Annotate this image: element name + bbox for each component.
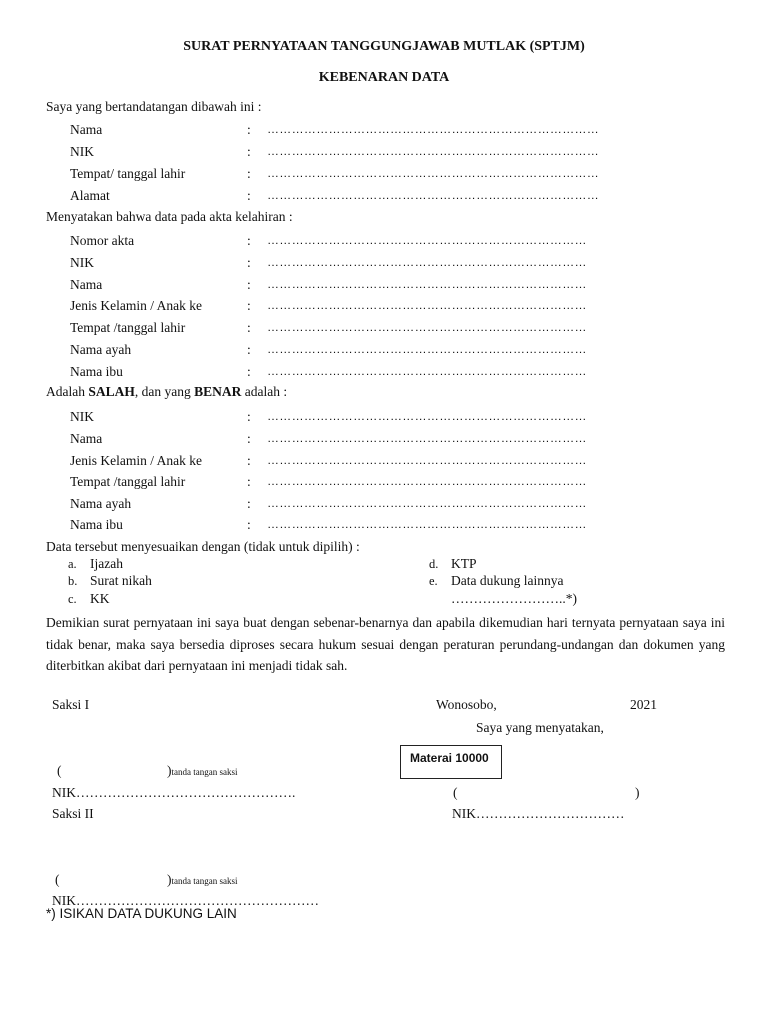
field-label: Jenis Kelamin / Anak ke [70, 298, 202, 313]
field-blank: ……………………………………………………………………… [267, 166, 600, 180]
witness2-paren-open: ( [55, 872, 60, 887]
supporting-option [429, 573, 563, 589]
field-blank: ……………………………………………………………………… [267, 144, 600, 158]
field-row [0, 453, 768, 473]
option-text: Data dukung lainnya [451, 573, 564, 588]
field-blank: …………………………………………………………………… [267, 431, 587, 445]
witness1-label: Saksi I [52, 697, 90, 712]
paren-close: ) [167, 872, 172, 887]
field-blank: …………………………………………………………………… [267, 342, 587, 356]
field-row [0, 342, 768, 362]
field-label: Nama [70, 122, 103, 137]
declarer-nik: NIK…………………………… [452, 806, 625, 821]
declarer-paren-open: ( [453, 785, 458, 800]
option-text: KK [90, 591, 110, 606]
field-separator: : [247, 255, 251, 270]
field-separator: : [247, 233, 251, 248]
witness1-paren-open: ( [57, 763, 62, 778]
witness-sign-caption: tanda tangan saksi [171, 876, 238, 886]
salah-emphasis: SALAH [88, 384, 135, 399]
field-separator: : [247, 517, 251, 532]
section2-intro: Menyatakan bahwa data pada akta kelahiran : [46, 209, 293, 224]
witness2-nik: NIK……………………………………………… [52, 893, 319, 908]
field-blank: …………………………………………………………………… [267, 277, 587, 291]
footnote: *) ISIKAN DATA DUKUNG LAIN [46, 906, 237, 921]
statement-paragraph: Demikian surat pernyataan ini saya buat dengan sebenar-benarnya dan apabila dikemudian hari ternyata pernyataan saya ini tidak benar, maka saya bersedia diproses secara hukum sesuai dengan peraturan perundang-undangan dan dokumen yang diterbitkan akibat dari pernyataan ini menjadi tidak sah. [46, 615, 725, 673]
field-label: Nama ayah [70, 342, 132, 357]
document-title: SURAT PERNYATAAN TANGGUNGJAWAB MUTLAK (SPTJM) [183, 39, 585, 54]
field-row [0, 122, 768, 142]
intro-text: Adalah [46, 384, 89, 399]
field-row [0, 409, 768, 429]
witness1-sign-line [167, 763, 237, 779]
field-label: Nama ayah [70, 496, 132, 511]
field-separator: : [247, 496, 251, 511]
field-label: Nama ibu [70, 517, 123, 532]
field-label: Tempat /tanggal lahir [70, 474, 186, 489]
witness-sign-caption: tanda tangan saksi [171, 767, 238, 777]
document-subtitle: KEBENARAN DATA [318, 70, 450, 85]
option-text: Ijazah [90, 556, 123, 571]
supporting-option [68, 591, 110, 607]
supporting-option [429, 591, 577, 607]
field-separator: : [247, 144, 251, 159]
field-separator: : [247, 342, 251, 357]
section3-intro [46, 384, 287, 400]
field-label: Nama [70, 431, 103, 446]
section1-intro: Saya yang bertandatangan dibawah ini : [46, 99, 262, 114]
field-row [0, 233, 768, 253]
field-label: NIK [70, 255, 94, 270]
field-label: Nama [70, 277, 103, 292]
field-blank: …………………………………………………………………… [267, 517, 587, 531]
field-blank: …………………………………………………………………… [267, 320, 587, 334]
field-separator: : [247, 277, 251, 292]
field-label: Tempat/ tanggal lahir [70, 166, 186, 181]
option-text: ……………………..*) [451, 591, 577, 606]
paren-close: ) [167, 763, 172, 778]
field-blank: …………………………………………………………………… [267, 255, 587, 269]
field-blank: ……………………………………………………………………… [267, 188, 600, 202]
witness2-label: Saksi II [52, 806, 94, 821]
field-separator: : [247, 431, 251, 446]
intro-text: , dan yang [134, 384, 195, 399]
field-separator: : [247, 122, 251, 137]
field-label: Nama ibu [70, 364, 123, 379]
field-label: NIK [70, 409, 94, 424]
option-key: a. [68, 557, 77, 571]
field-separator: : [247, 298, 251, 313]
field-row [0, 496, 768, 516]
field-blank: ……………………………………………………………………… [267, 122, 600, 136]
field-label: NIK [70, 144, 94, 159]
field-blank: …………………………………………………………………… [267, 364, 587, 378]
benar-emphasis: BENAR [194, 384, 242, 399]
place-label: Wonosobo, [436, 697, 497, 712]
year-label: 2021 [630, 697, 657, 712]
supporting-option [429, 556, 477, 572]
field-separator: : [247, 320, 251, 335]
field-separator: : [247, 364, 251, 379]
field-separator: : [247, 474, 251, 489]
supporting-option [68, 573, 152, 589]
field-row [0, 144, 768, 164]
field-blank: …………………………………………………………………… [267, 298, 587, 312]
field-blank: …………………………………………………………………… [267, 453, 587, 467]
declarer-paren-close: ) [635, 785, 640, 800]
witness2-sign-line [167, 872, 237, 888]
option-text: Surat nikah [90, 573, 152, 588]
field-separator: : [247, 453, 251, 468]
field-row [0, 431, 768, 451]
option-key: b. [68, 574, 78, 588]
field-row [0, 364, 768, 384]
declarer-label: Saya yang menyatakan, [476, 720, 604, 735]
option-text: KTP [451, 556, 477, 571]
field-row [0, 277, 768, 297]
field-row [0, 188, 768, 208]
field-row [0, 166, 768, 186]
field-label: Tempat /tanggal lahir [70, 320, 186, 335]
field-blank: …………………………………………………………………… [267, 496, 587, 510]
field-separator: : [247, 409, 251, 424]
field-blank: …………………………………………………………………… [267, 409, 587, 423]
materai-stamp-box: Materai 10000 [400, 745, 502, 779]
option-key: c. [68, 592, 77, 606]
supporting-intro: Data tersebut menyesuaikan dengan (tidak untuk dipilih) : [46, 539, 360, 554]
option-key: e. [429, 574, 438, 588]
field-label: Jenis Kelamin / Anak ke [70, 453, 202, 468]
field-separator: : [247, 166, 251, 181]
field-label: Alamat [70, 188, 110, 203]
field-blank: …………………………………………………………………… [267, 474, 587, 488]
field-separator: : [247, 188, 251, 203]
field-row [0, 298, 768, 318]
witness1-nik: NIK…………………………………………. [52, 785, 296, 800]
field-blank: …………………………………………………………………… [267, 233, 587, 247]
field-row [0, 474, 768, 494]
field-row [0, 255, 768, 275]
option-key: d. [429, 557, 439, 571]
supporting-option [68, 556, 123, 572]
intro-text: adalah : [241, 384, 288, 399]
field-label: Nomor akta [70, 233, 135, 248]
field-row [0, 320, 768, 340]
field-row [0, 517, 768, 537]
